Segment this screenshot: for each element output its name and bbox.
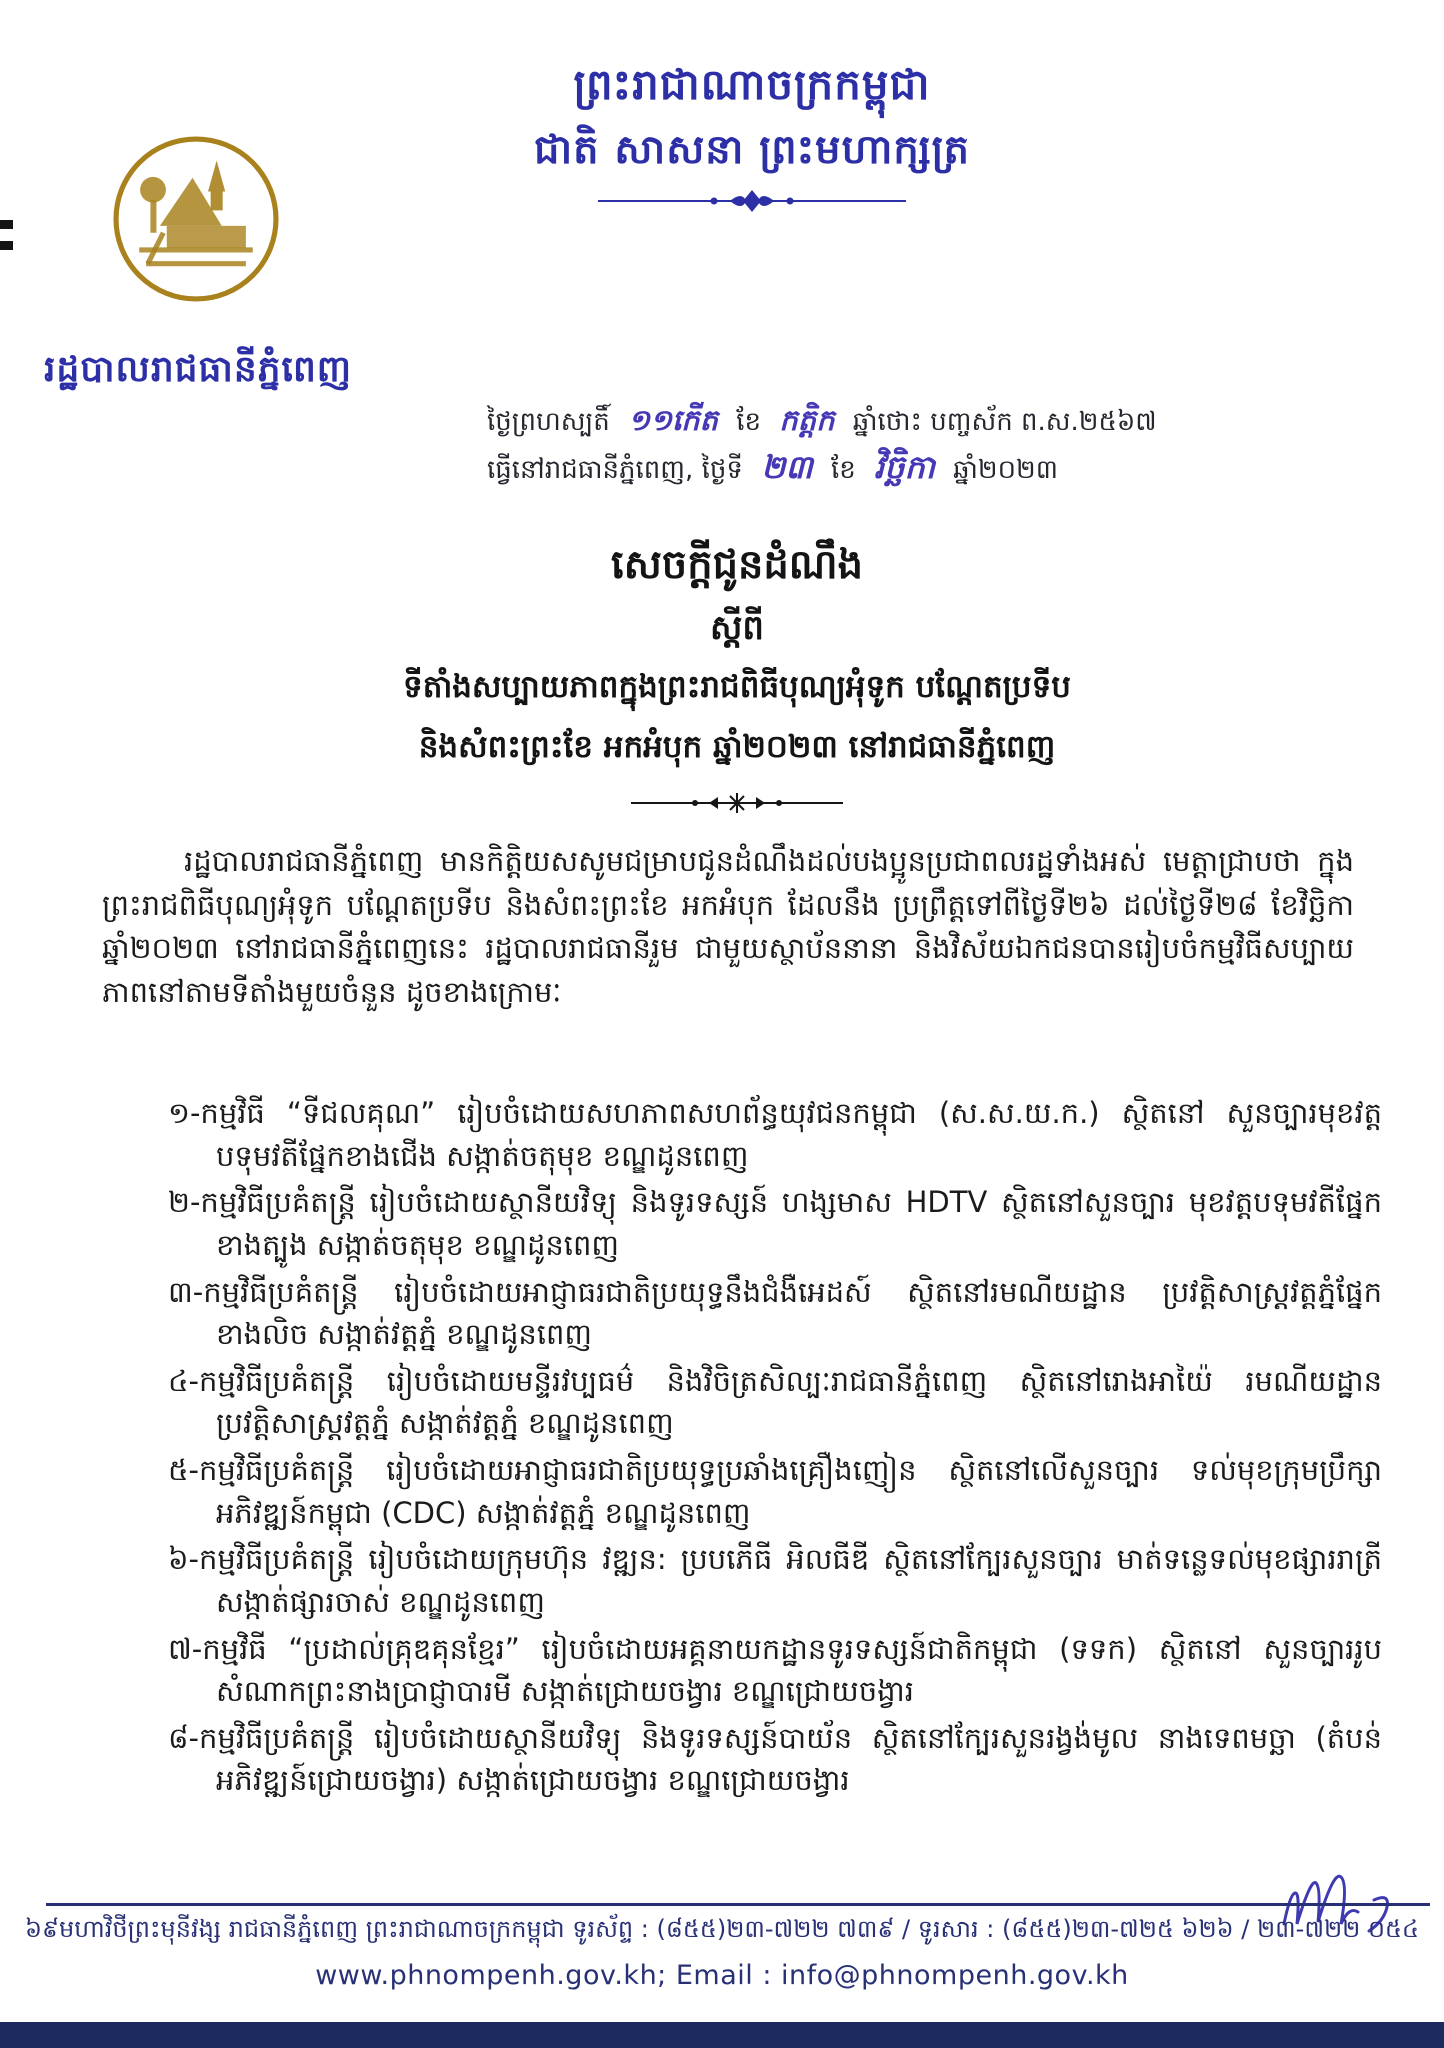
program-item-3: ៣-កម្មវិធីប្រគំតន្ត្រី រៀបចំដោយអាជ្ញាធរជាតិប្រយុទ្ធនឹងជំងឺអេដស៍ ស្ថិតនៅរមណីយដ្ឋាន ប្រវត្តិសាស្ត្រវត្តភ្នំផ្នែកខាងលិច សង្កាត់វត្តភ្នំ ខណ្ឌដូនពេញ: [168, 1274, 1382, 1352]
kingdom-motto-line1: ព្រះរាជាណាចក្រកម្ពុជា: [573, 60, 931, 109]
intro-paragraph: រដ្ឋបាលរាជធានីភ្នំពេញ មានកិត្តិយសសូមជម្រាបជូនដំណឹងដល់បងប្អូនប្រជាពលរដ្ឋទាំងអស់ មេត្តាជ្រាបថា ក្នុងព្រះរាជពិធីបុណ្យអុំទូក បណ្តែតប្រទីប និងសំពះព្រះខែ អកអំបុក ដែលនឹង ប្រព្រឹត្តទៅពីថ្ងៃទី២៦ ដល់ថ្ងៃទី២៨ ខែវិច្ឆិកា ឆ្នាំ២០២៣ នៅរាជធានីភ្នំពេញនេះ រដ្ឋបាលរាជធានីរួម ជាមួយស្ថាប័ននានា និងវិស័យឯកជនបានរៀបចំកម្មវិធីសប្បាយភាពនៅតាមទីតាំងមួយចំនួន ដូចខាងក្រោមៈ: [102, 844, 1354, 1009]
lunar-month-handwritten: កត្តិក: [779, 403, 835, 437]
title-flourish-icon: [60, 790, 1414, 820]
lunar-date-suffix: ឆ្នាំថោះ បញ្ចស័ក ព.ស.២៥៦៧: [852, 407, 1157, 437]
footer-web-email: www.phnompenh.gov.kh; Email : info@phnompenh.gov.kh: [315, 1960, 1129, 1991]
place-prefix: ធ្វើនៅរាជធានីភ្នំពេញ, ថ្ងៃទី: [487, 454, 743, 485]
program-item-8: ៨-កម្មវិធីប្រគំតន្ត្រី រៀបចំដោយស្ថានីយវិទ្យុ និងទូរទស្សន៍បាយ័ន ស្ថិតនៅក្បែរសួនរង្វង់មូល នាងទេពមច្ឆា (តំបន់អភិវឌ្ឍន៍ជ្រោយចង្វារ) សង្កាត់ជ្រោយចង្វារ ខណ្ឌជ្រោយចង្វារ: [168, 1720, 1382, 1798]
scan-edge-mark: [0, 220, 13, 229]
page-bottom-bar: [0, 2022, 1444, 2048]
program-list: [168, 1092, 1382, 1806]
issuer-name: រដ្ឋបាលរាជធានីភ្នំពេញ: [44, 349, 353, 390]
program-item-2: ២-កម្មវិធីប្រគំតន្ត្រី រៀបចំដោយស្ថានីយវិទ្យុ និងទូរទស្សន៍ ហង្សមាស HDTV ស្ថិតនៅសួនច្បារ មុខវត្តបទុមវតីផ្នែកខាងត្បូង សង្កាត់ចតុមុខ ខណ្ឌដូនពេញ: [168, 1185, 1382, 1262]
gregorian-date-line: [487, 443, 1167, 493]
title-heading: សេចក្តីជូនដំណឹង: [611, 542, 863, 588]
lunar-date-prefix: ថ្ងៃព្រហស្បតិ៍: [487, 407, 610, 437]
dateline: [487, 398, 1167, 493]
wat-phnom-seal-icon: [110, 133, 282, 305]
month-handwritten: វិច្ឆិកា: [873, 447, 935, 486]
day-handwritten: ២៣: [761, 447, 813, 486]
program-item-4: ៤-កម្មវិធីប្រគំតន្ត្រី រៀបចំដោយមន្ទីរវប្បធម៌ និងវិចិត្រសិល្បៈរាជធានីភ្នំពេញ ស្ថិតនៅរោងអាយ៉ៃ រមណីយដ្ឋានប្រវត្តិសាស្ត្រវត្តភ្នំ សង្កាត់វត្តភ្នំ ខណ្ឌដូនពេញ: [168, 1363, 1382, 1441]
lunar-date-line: [487, 398, 1167, 443]
footer-divider: [46, 1903, 1430, 1906]
footer-address-phone: ៦៩មហាវិថីព្រះមុនីវង្ស រាជធានីភ្នំពេញ ព្រះរាជាណាចក្រកម្ពុជា ទូរស័ព្ទ : (៨៥៥)២៣-៧២២ ៧៣៩ / ទូរសារ : (៨៥៥)២៣-៧២៥ ៦២៦ / ២៣-៧២២ ០៥៤: [25, 1915, 1419, 1943]
scan-edge-mark: [0, 241, 13, 250]
program-item-5: ៥-កម្មវិធីប្រគំតន្ត្រី រៀបចំដោយអាជ្ញាធរជាតិប្រយុទ្ធប្រឆាំងគ្រឿងញៀន ស្ថិតនៅលើសួនច្បារ ទល់មុខក្រុមប្រឹក្សាអភិវឌ្ឍន៍កម្ពុជា (CDC) សង្កាត់វត្តភ្នំ ខណ្ឌដូនពេញ: [168, 1453, 1382, 1530]
title-subject-line2: និងសំពះព្រះខែ អកអំបុក ឆ្នាំ២០២៣ នៅរាជធានីភ្នំពេញ: [418, 728, 1056, 765]
program-item-7: ៧-កម្មវិធី “ប្រដាល់គ្រុឌគុនខ្មែរ” រៀបចំដោយអគ្គនាយកដ្ឋានទូរទស្សន៍ជាតិកម្ពុជា (ទទក) ស្ថិតនៅ សួនច្បាររូបសំណាកព្រះនាងប្រាជ្ញាបារមី សង្កាត់ជ្រោយចង្វារ ខណ្ឌជ្រោយចង្វារ: [168, 1631, 1382, 1709]
lunar-month-label: ខែ: [736, 407, 761, 437]
month-label: ខែ: [830, 454, 856, 485]
document-title: [60, 540, 1414, 820]
lunar-day-handwritten: ១១កើត: [628, 403, 718, 437]
title-about-label: ស្តីពី: [710, 608, 764, 648]
program-item-1: ១-កម្មវិធី “ទីជលគុណ” រៀបចំដោយសហភាពសហព័ន្ធយុវជនកម្ពុជា (ស.ស.យ.ក.) ស្ថិតនៅ សួនច្បារមុខវត្តបទុមវតីផ្នែកខាងជើង សង្កាត់ចតុមុខ ខណ្ឌដូនពេញ: [168, 1096, 1382, 1173]
program-item-6: ៦-កម្មវិធីប្រគំតន្ត្រី រៀបចំដោយក្រុមហ៊ុន វឌ្ឍន: ប្របភើធី អិលធីឌី ស្ថិតនៅក្បែរសួនច្បារ មាត់ទន្លេទល់មុខផ្សាររាត្រី សង្កាត់ផ្សារចាស់ ខណ្ឌដូនពេញ: [168, 1542, 1382, 1619]
year-suffix: ឆ្នាំ២០២៣: [953, 454, 1058, 485]
kingdom-motto-line2: ជាតិ សាសនា ព្រះមហាក្សត្រ: [534, 127, 970, 174]
title-subject-line1: ទីតាំងសប្បាយភាពក្នុងព្រះរាជពិធីបុណ្យអុំទូក បណ្តែតប្រទីប: [403, 668, 1071, 705]
